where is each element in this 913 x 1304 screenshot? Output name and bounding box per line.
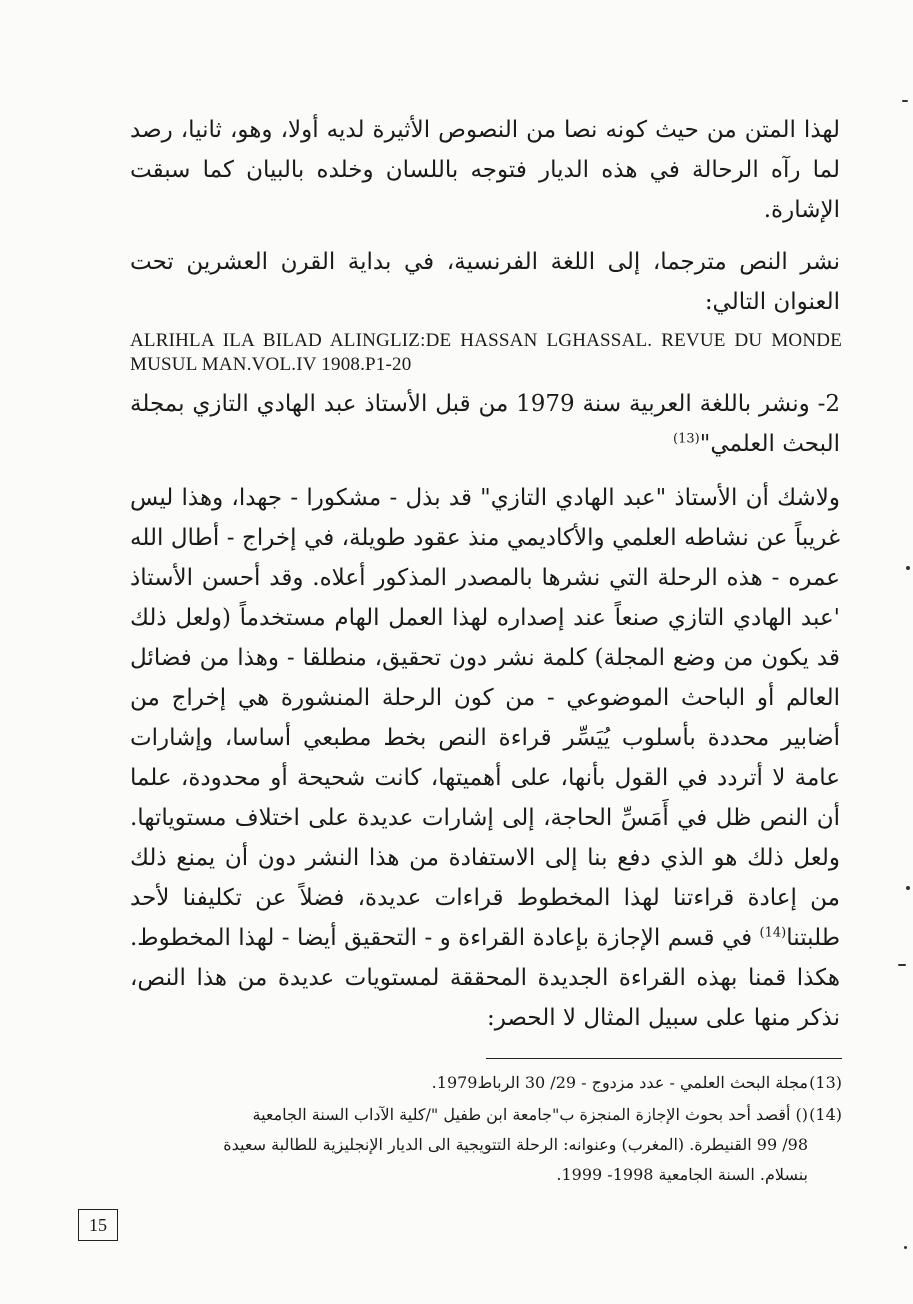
footnote-separator: [486, 1058, 842, 1059]
main-text-part-2: في قسم الإجازة بإعادة القراءة و - التحقيق أيضا - لهذا المخطوط. هكذا قمنا بهذه القراءة الجديدة المحققة لمستويات عديدة من هذا النص، نذكر منها على سبيل المثال لا الحصر:: [130, 925, 840, 1031]
footnote-text: 98/ 99 القنيطرة. (المغرب) وعنوانه: الرحلة التتويجية الى الديار الإنجليزية للطالبة سعيدة: [223, 1135, 808, 1154]
footnote-13: [130, 1068, 842, 1098]
footnote-text: () أقصد أحد بحوث الإجازة المنجزة ب"جامعة ابن طفيل "/كلية الآداب السنة الجامعية: [252, 1105, 808, 1124]
paragraph-main: [130, 478, 840, 1038]
paragraph-translation: نشر النص مترجما، إلى اللغة الفرنسية، في بداية القرن العشرين تحت العنوان التالي:: [130, 249, 841, 315]
scan-speck: [906, 566, 910, 570]
footnote-number: (13): [809, 1073, 842, 1092]
scan-speck: [904, 1246, 907, 1249]
main-text-part-1: ولاشك أن الأستاذ "عبد الهادي التازي" قد بذل - مشكورا - جهدا، وهذا ليس غريباً عن نشاطه العلمي والأكاديمي منذ عقود طويلة، في إخراج - أطال الله عمره - هذه الرحلة التي نشرها بالمصدر المذكور أعلاه. وقد أحسن الأستاذ 'عبد الهادي التازي صنعاً عند إصداره لهذا العمل الهام مستخدماً (ولعل ذلك قد يكون من وضع المجلة) كلمة نشر دون تحقيق، منطلقا - وهذا من فضائل العالم أو الباحث الموضوعي - من كون الرحلة المنشورة هي إخراج من أضابير محددة بأسلوب يُيَسِّر قراءة النص بخط مطبعي أساسا، وإشارات عامة لا أتردد في القول بأنها، على أهميتها، كانت شحيحة أو محدودة، علما أن النص ظل في أَمَسِّ الحاجة، إلى إشارات عديدة على اختلاف مستوياتها. ولعل ذلك هو الذي دفع بنا إلى الاستفادة من هذا النشر دون أن يمنع ذلك من إعادة قراءتنا لهذا المخطوط قراءات عديدة، فضلاً عن تكليفنا لأحد طلبتنا: [130, 485, 840, 951]
paragraph-intro: لهذا المتن من حيث كونه نصا من النصوص الأثيرة لديه أولا، وهو، ثانيا، رصد لما رآه الرحالة في هذه الديار فتوجه باللسان وخلده بالبيان كما سبقت الإشارة.: [130, 117, 840, 223]
footnote-text: بنسلام. السنة الجامعية 1998- 1999.: [556, 1165, 808, 1184]
item-2-text: 2- ونشر باللغة العربية سنة 1979 من قبل الأستاذ عبد الهادي التازي بمجلة البحث العلمي": [130, 391, 840, 457]
footnote-ref-14: (14): [759, 925, 787, 941]
paragraph-item-2: [130, 384, 840, 464]
page-number: 15: [78, 1209, 118, 1241]
scan-speck: [906, 886, 910, 890]
footnote-number: (14): [809, 1105, 842, 1124]
footnote-text: مجلة البحث العلمي - عدد مزدوج - 29/ 30 الرباط1979.: [431, 1073, 808, 1092]
scan-speck: [902, 100, 908, 102]
scan-speck: [898, 964, 906, 966]
footnote-ref-13: (13): [673, 431, 700, 447]
footnote-14: [130, 1100, 842, 1190]
latin-reference: ALRIHLA ILA BILAD ALINGLIZ:DE HASSAN LGHASSAL. REVUE DU MONDE MUSUL MAN.VOL.IV 1908.P1-20: [130, 330, 842, 375]
